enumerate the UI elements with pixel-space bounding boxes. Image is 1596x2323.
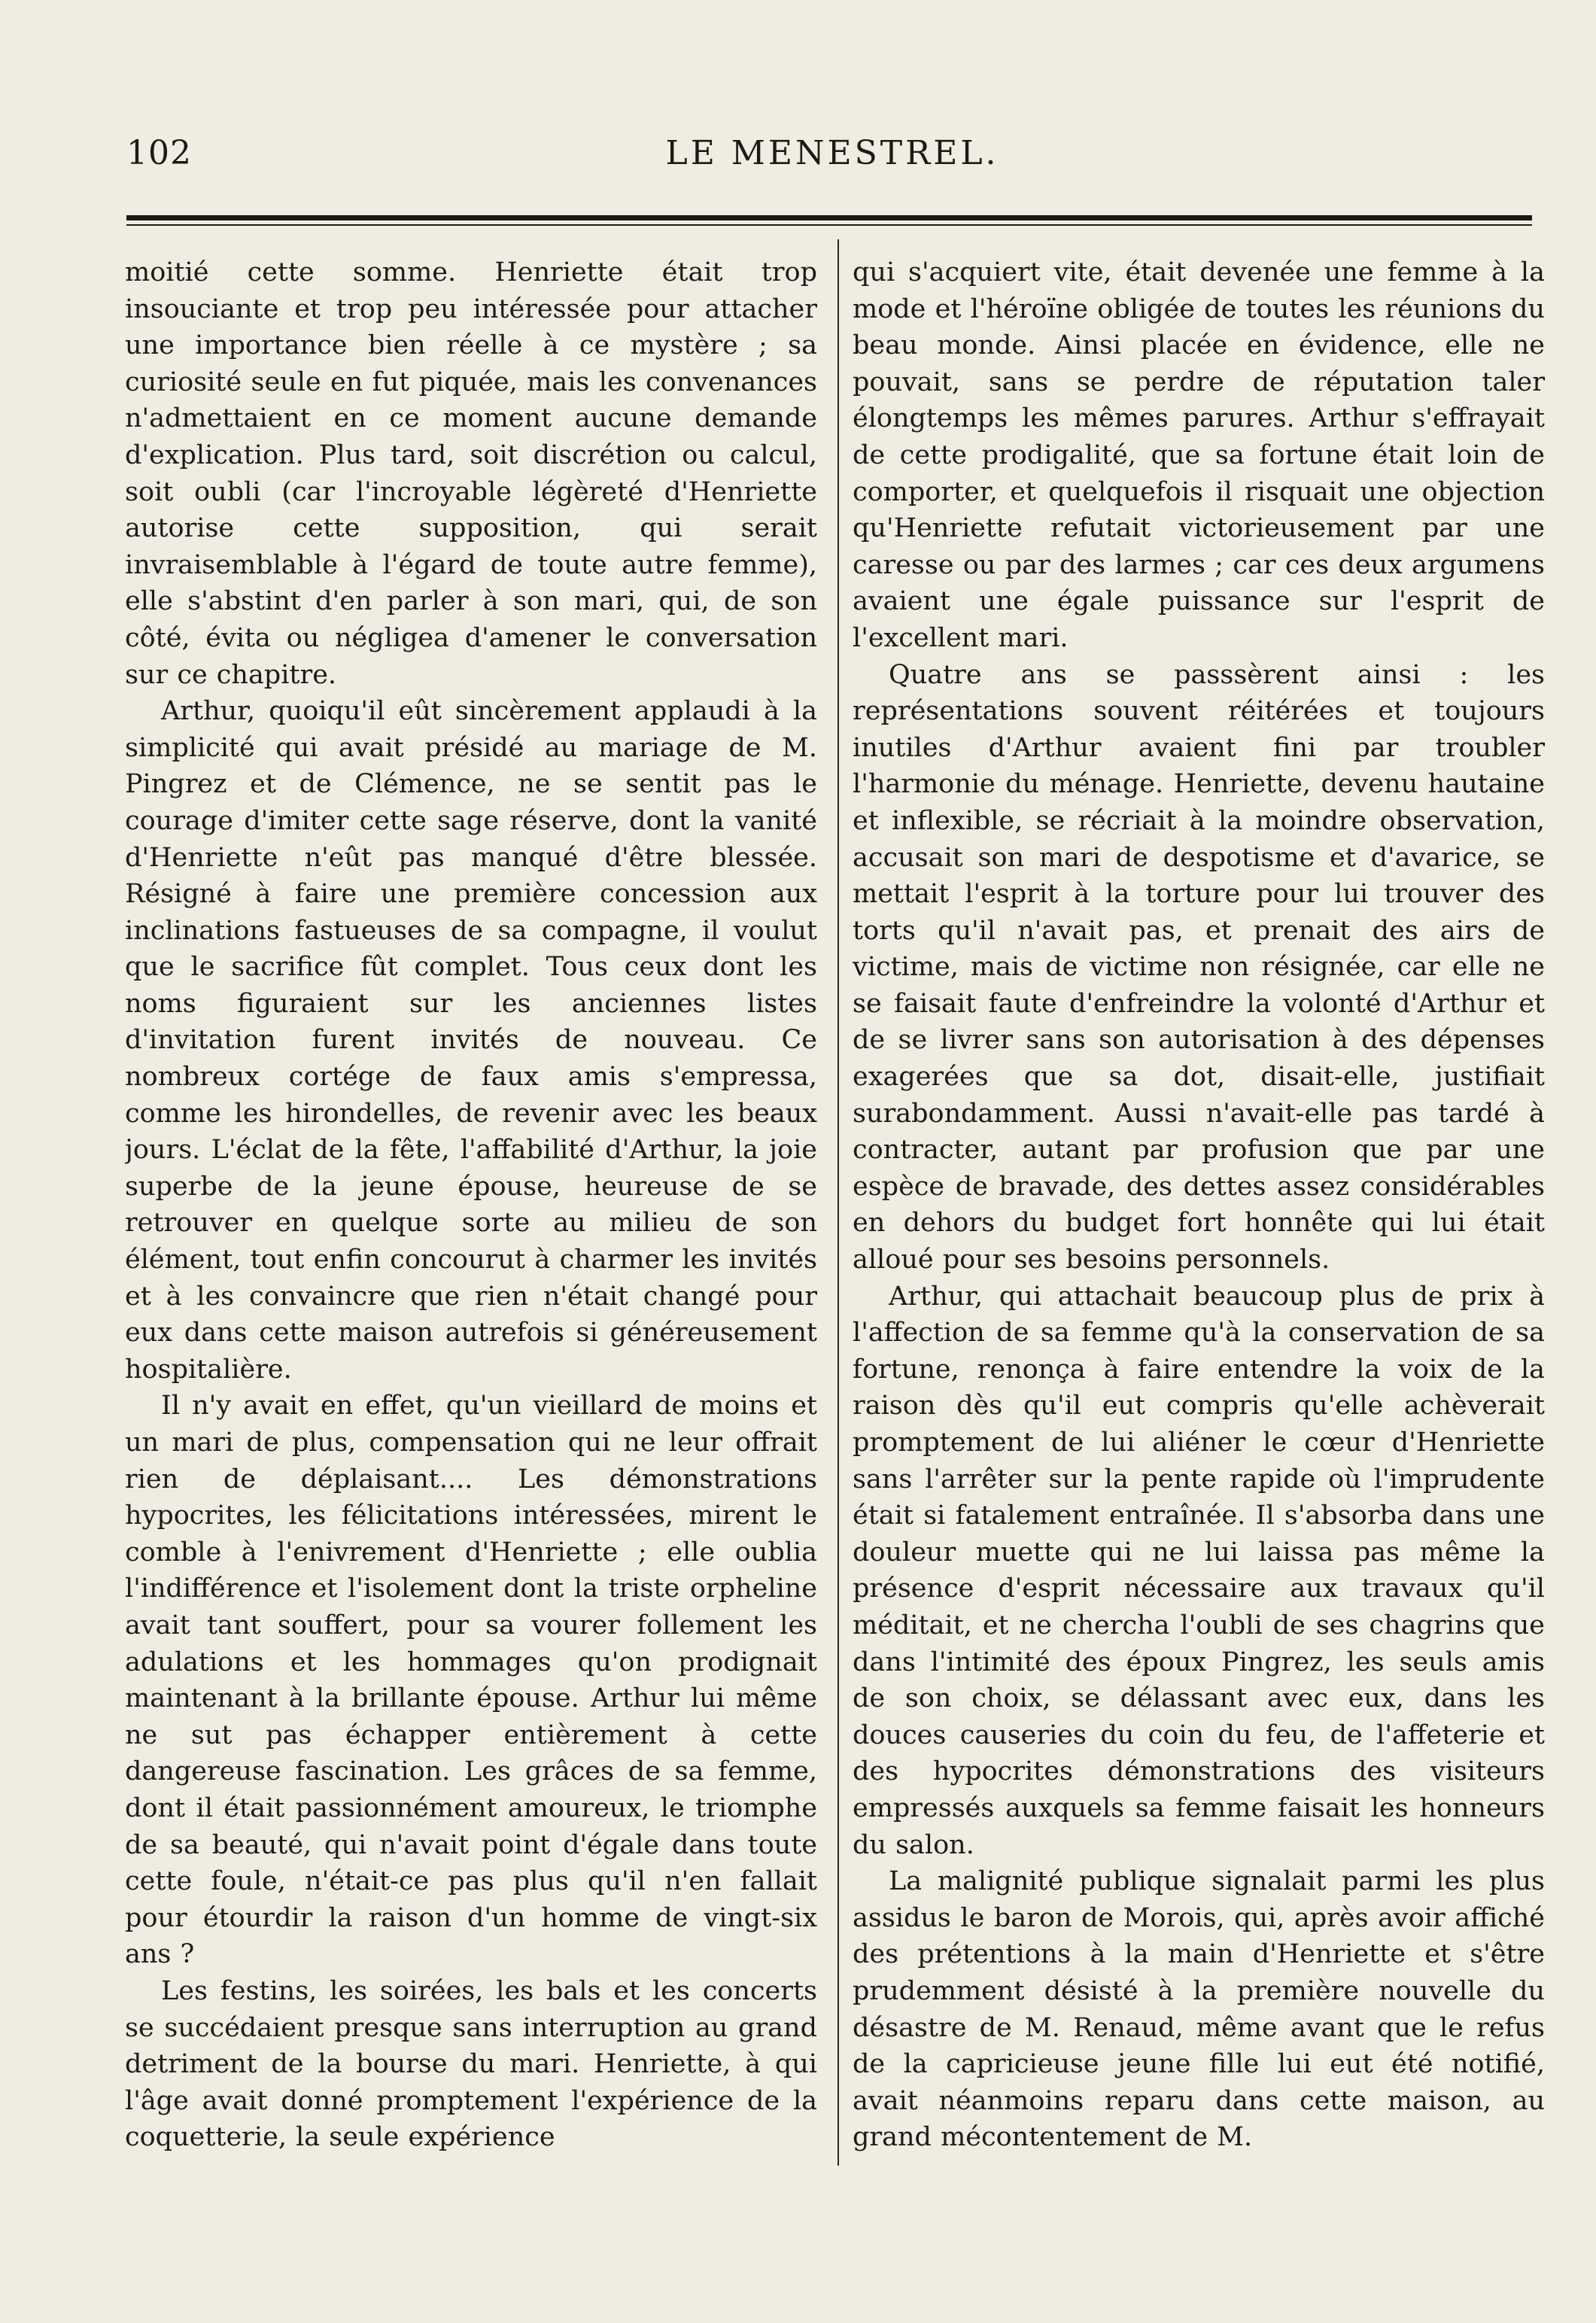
right-paragraph-3: Arthur, qui attachait beaucoup plus de prix à l'affection de sa femme qu'à la conservation de sa fortune, renonça à faire entendre la voix de la raison dès qu'il eut compris qu'elle achèverait promptement de lui aliéner le cœur d'Henriette sans l'arrêter sur la pente rapide où l'imprudente était si fatalement entraînée. Il s'absorba dans une douleur muette qui ne lui laissa pas même la présence d'esprit nécessaire aux travaux qu'il méditait, et ne chercha l'oubli de ses chagrins que dans l'intimité des époux Pingrez, les seuls amis de son choix, se délassant avec eux, dans les douces causeries du coin du feu, de l'affeterie et des hypocrites démonstrations des visiteurs empressés auxquels sa femme faisait les honneurs du salon.	[853, 1281, 1545, 1860]
right-paragraph-4: La malignité publique signalait parmi les plus assidus le baron de Morois, qui, après avoir affiché des prétentions à la main d'Henriette et s'être prudemment désisté à la première nouvelle du désastre de M. Renaud, même avant que le refus de la capricieuse jeune fille lui eut été notifié, avait néanmoins reparu dans cette maison, au grand mécontentement de M.	[853, 1866, 1545, 2153]
left-paragraph-2: Arthur, quoiqu'il eût sincèrement applaudi à la simplicité qui avait présidé au mariage de M. Pingrez et de Clémence, ne se sentit pas le courage d'imiter cette sage réserve, dont la vanité d'Henriette n'eût pas manqué d'être blessée. Résigné à faire une première concession aux inclinations fastueuses de sa compagne, il voulut que le sacrifice fût complet. Tous ceux dont les noms figuraient sur les anciennes listes d'invitation furent invités de nouveau. Ce nombreux cortége de faux amis s'empressa, comme les hirondelles, de revenir avec les beaux jours. L'éclat de la fête, l'affabilité d'Arthur, la joie superbe de la jeune épouse, heureuse de se retrouver en quelque sorte au milieu de son élément, tout enfin concourut à charmer les invités et à les convaincre que rien n'était changé pour eux dans cette maison autrefois si généreusement hospitalière.	[125, 696, 817, 1385]
right-paragraph-2: Quatre ans se passsèrent ainsi : les représentations souvent réitérées et toujours inutiles d'Arthur avaient fini par troubler l'harmonie du ménage. Henriette, devenu hautaine et inflexible, se récriait à la moindre observation, accusait son mari de despotisme et d'avarice, se mettait l'esprit à la torture pour lui trouver des torts qu'il n'avait pas, et prenait des airs de victime, mais de victime non résignée, car elle ne se faisait faute d'enfreindre la volonté d'Arthur et de se livrer sans son autorisation à des dépenses exagerées que sa dot, disait-elle, justifiait surabondamment. Aussi n'avait-elle pas tardé à contracter, autant par profusion que par une espèce de bravade, des dettes assez considérables en dehors du budget fort honnête qui lui était alloué pour ses besoins personnels.	[853, 659, 1545, 1276]
header-rule-thin	[126, 224, 1532, 226]
left-paragraph-3: Il n'y avait en effet, qu'un vieillard de moins et un mari de plus, compensation qui ne leur offrait rien de déplaisant.... Les démonstrations hypocrites, les félicitations intéressées, mirent le comble à l'enivrement d'Henriette ; elle oublia l'indifférence et l'isolement dont la triste orpheline avait tant souffert, pour sa vourer follement les adulations et les hommages qu'on prodignait maintenant à la brillante épouse. Arthur lui même ne sut pas échapper entièrement à cette dangereuse fascination. Les grâces de sa femme, dont il était passionnément amoureux, le triomphe de sa beauté, qui n'avait point d'égale dans toute cette foule, n'était-ce pas plus qu'il n'en fallait pour étourdir la raison d'un homme de vingt-six ans ?	[125, 1391, 817, 1970]
left-paragraph-1: moitié cette somme. Henriette était trop insouciante et trop peu intéressée pour attacher une importance bien réelle à ce mystère ; sa curiosité seule en fut piquée, mais les convenances n'admettaient en ce moment aucune demande d'explication. Plus tard, soit discrétion ou calcul, soit oubli (car l'incroyable légèreté d'Henriette autorise cette supposition, qui serait invraisemblable à l'égard de toute autre femme), elle s'abstint d'en parler à son mari, qui, de son côté, évita ou négligea d'amener le conversation sur ce chapitre.	[125, 257, 817, 690]
page-number: 102	[126, 134, 192, 172]
left-column	[125, 254, 817, 2166]
column-divider	[838, 239, 839, 2166]
right-column	[853, 254, 1545, 2166]
header-rule-thick	[126, 215, 1532, 220]
running-title: LE MENESTREL.	[665, 134, 999, 172]
right-paragraph-1: qui s'acquiert vite, était devenée une femme à la mode et l'héroïne obligée de toutes les réunions du beau monde. Ainsi placée en évidence, elle ne pouvait, sans se perdre de réputation taler élongtemps les mêmes parures. Arthur s'effrayait de cette prodigalité, que sa fortune était loin de comporter, et quelquefois il risquait une objection qu'Henriette refutait victorieusement par une caresse ou par des larmes ; car ces deux argumens avaient une égale puissance sur l'esprit de l'excellent mari.	[853, 257, 1545, 653]
left-paragraph-4: Les festins, les soirées, les bals et les concerts se succédaient presque sans interruption au grand detriment de la bourse du mari. Henriette, à qui l'âge avait donné promptement l'expérience de la coquetterie, la seule expérience	[125, 1975, 817, 2153]
page-header	[126, 134, 1538, 187]
